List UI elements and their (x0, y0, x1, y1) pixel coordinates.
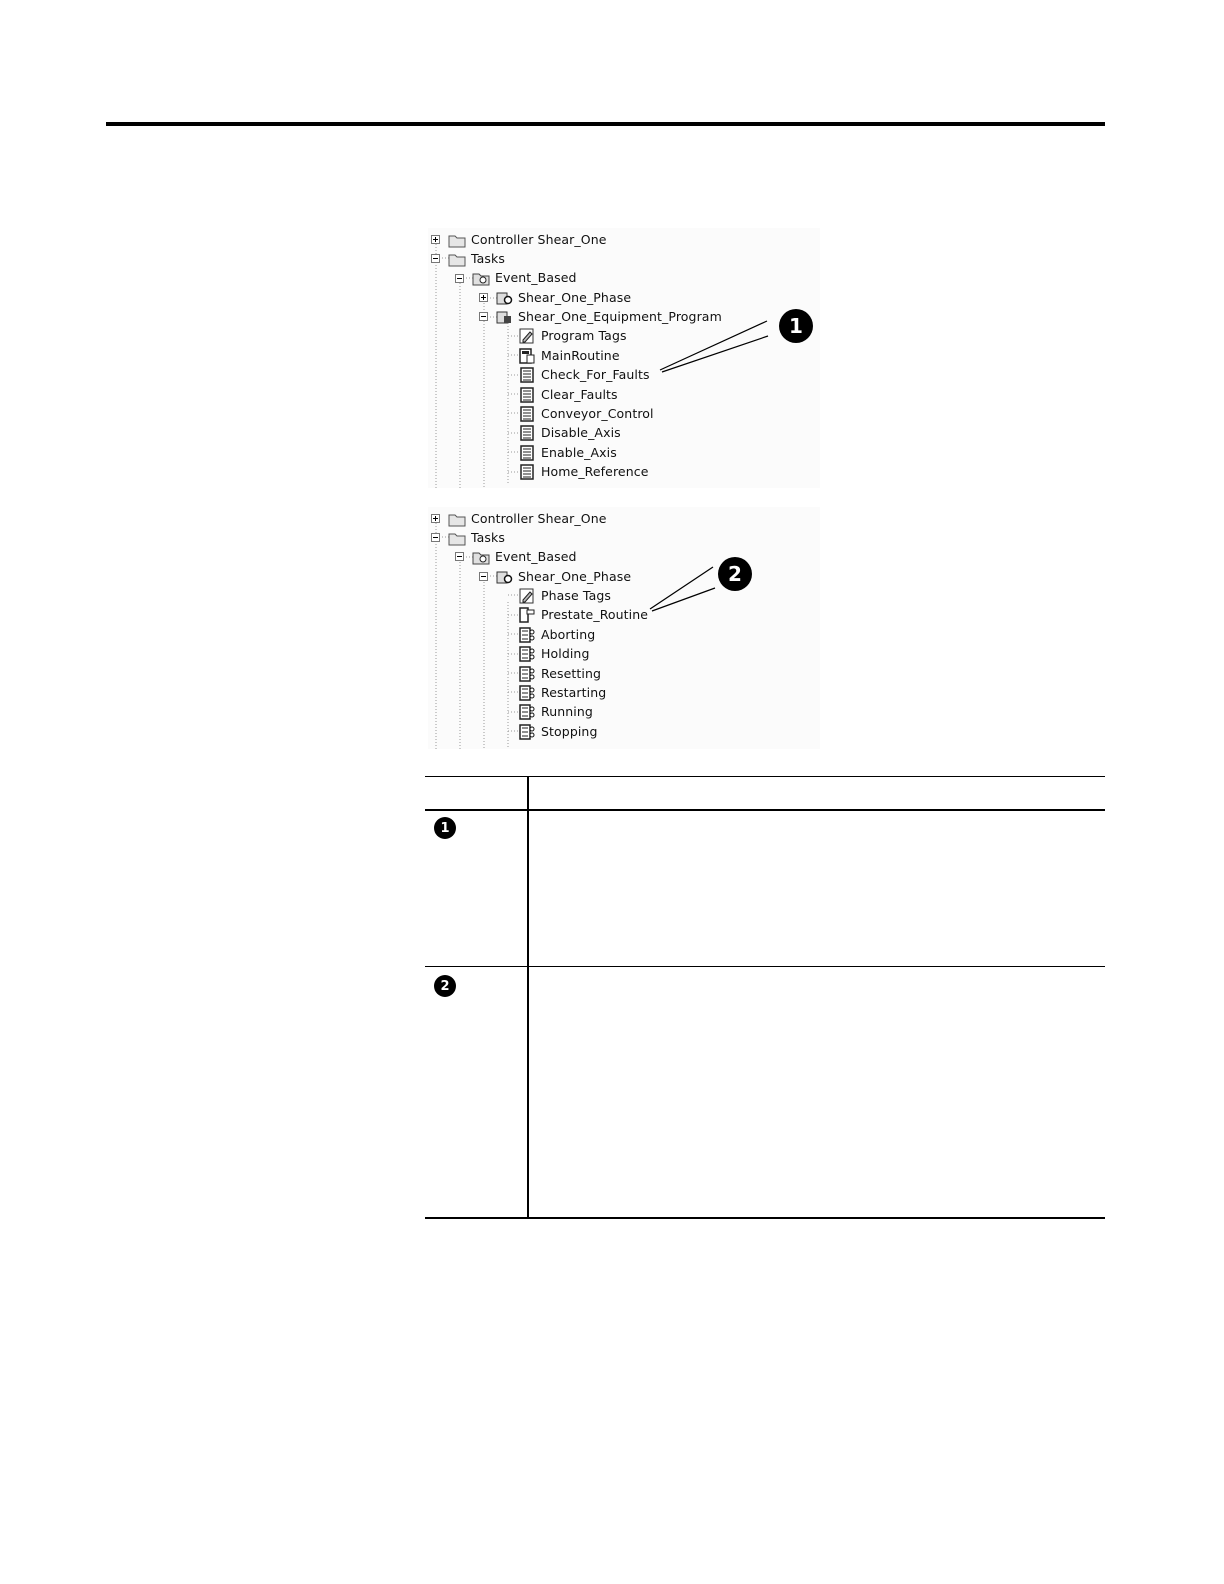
tree-item-label: Shear_One_Equipment_Program (518, 309, 722, 324)
tree-item-prestate-routine[interactable] (518, 605, 648, 624)
tree-item-disable-axis[interactable] (518, 423, 621, 442)
routine-icon (518, 367, 536, 383)
tree-item-label: Phase Tags (541, 588, 611, 603)
tree-item-label: Enable_Axis (541, 445, 617, 460)
tree-item-label: Event_Based (495, 549, 577, 564)
tree-item-event-based[interactable] (472, 547, 577, 566)
tree-item-controller-shear-one[interactable] (448, 230, 607, 249)
tree-item-shear-one-equipment-program[interactable] (495, 307, 722, 326)
tree-item-label: Controller Shear_One (471, 511, 607, 526)
folder-icon (448, 530, 466, 546)
collapse-icon[interactable] (431, 533, 440, 542)
event-task-icon (472, 270, 490, 286)
tree-item-label: Controller Shear_One (471, 232, 607, 247)
tree-item-label: Shear_One_Phase (518, 569, 632, 584)
routine-icon (518, 464, 536, 480)
tree-item-label: Aborting (541, 627, 596, 642)
tree-item-shear-one-phase[interactable] (495, 567, 631, 586)
tree-item-shear-one-phase[interactable] (495, 288, 631, 307)
project-tree-phase (428, 507, 820, 749)
tree-item-restarting[interactable] (518, 683, 606, 702)
tree-item-check-for-faults[interactable] (518, 365, 650, 384)
expand-icon[interactable] (431, 235, 440, 244)
folder-icon (448, 511, 466, 527)
expand-icon[interactable] (479, 293, 488, 302)
tree-item-tasks[interactable] (448, 528, 505, 547)
tree-item-label: Disable_Axis (541, 425, 621, 440)
tree-item-enable-axis[interactable] (518, 443, 617, 462)
tree-item-label: Check_For_Faults (541, 367, 650, 382)
state-routine-icon (518, 666, 536, 682)
routine-icon (518, 387, 536, 403)
tree-item-mainroutine[interactable] (518, 346, 620, 365)
tree-item-label: Restarting (541, 685, 607, 700)
expand-icon[interactable] (431, 514, 440, 523)
tree-item-label: Prestate_Routine (541, 607, 649, 622)
tree-item-program-tags[interactable] (518, 326, 627, 345)
tree-item-label: Resetting (541, 666, 602, 681)
folder-icon (448, 232, 466, 248)
collapse-icon[interactable] (479, 572, 488, 581)
event-task-icon (472, 549, 490, 565)
project-tree-equipment-program (428, 228, 820, 488)
tags-icon (518, 328, 536, 344)
tree-item-aborting[interactable] (518, 625, 595, 644)
collapse-icon[interactable] (479, 312, 488, 321)
tree-item-label: Home_Reference (541, 464, 649, 479)
callout-1-marker: 1 (779, 309, 813, 343)
tree-item-label: Tasks (471, 530, 505, 545)
tree-item-label: Program Tags (541, 328, 627, 343)
phase-icon (495, 569, 513, 585)
routine-icon (518, 406, 536, 422)
tree-item-event-based[interactable] (472, 268, 577, 287)
tree-item-label: Running (541, 704, 593, 719)
state-routine-icon (518, 724, 536, 740)
prestate-routine-icon (518, 607, 536, 623)
main-routine-icon (518, 348, 536, 364)
callout-legend-table (425, 776, 1105, 1219)
tree-item-label: Shear_One_Phase (518, 290, 632, 305)
tree-item-controller-shear-one[interactable] (448, 509, 607, 528)
routine-icon (518, 445, 536, 461)
legend-marker-1: 1 (434, 817, 456, 839)
tree-item-label: Event_Based (495, 270, 577, 285)
collapse-icon[interactable] (455, 274, 464, 283)
tree-item-label: Clear_Faults (541, 387, 618, 402)
tree-item-conveyor-control[interactable] (518, 404, 654, 423)
tags-icon (518, 588, 536, 604)
tree-item-label: Conveyor_Control (541, 406, 654, 421)
tree-item-clear-faults[interactable] (518, 385, 618, 404)
tree-item-holding[interactable] (518, 644, 589, 663)
tree-item-label: Holding (541, 646, 590, 661)
phase-icon (495, 290, 513, 306)
state-routine-icon (518, 627, 536, 643)
program-icon (495, 309, 513, 325)
folder-icon (448, 251, 466, 267)
tree-item-label: Tasks (471, 251, 505, 266)
collapse-icon[interactable] (431, 254, 440, 263)
state-routine-icon (518, 646, 536, 662)
tree-item-running[interactable] (518, 702, 593, 721)
table-column-divider (527, 776, 529, 1219)
header-rule (106, 122, 1105, 126)
routine-icon (518, 425, 536, 441)
tree-item-label: MainRoutine (541, 348, 620, 363)
tree-item-phase-tags[interactable] (518, 586, 611, 605)
tree-item-stopping[interactable] (518, 722, 597, 741)
collapse-icon[interactable] (455, 552, 464, 561)
state-routine-icon (518, 685, 536, 701)
tree-item-label: Stopping (541, 724, 598, 739)
tree-item-tasks[interactable] (448, 249, 505, 268)
callout-2-marker: 2 (718, 557, 752, 591)
legend-marker-2: 2 (434, 975, 456, 997)
tree-item-resetting[interactable] (518, 664, 601, 683)
tree-item-home-reference[interactable] (518, 462, 649, 481)
state-routine-icon (518, 704, 536, 720)
